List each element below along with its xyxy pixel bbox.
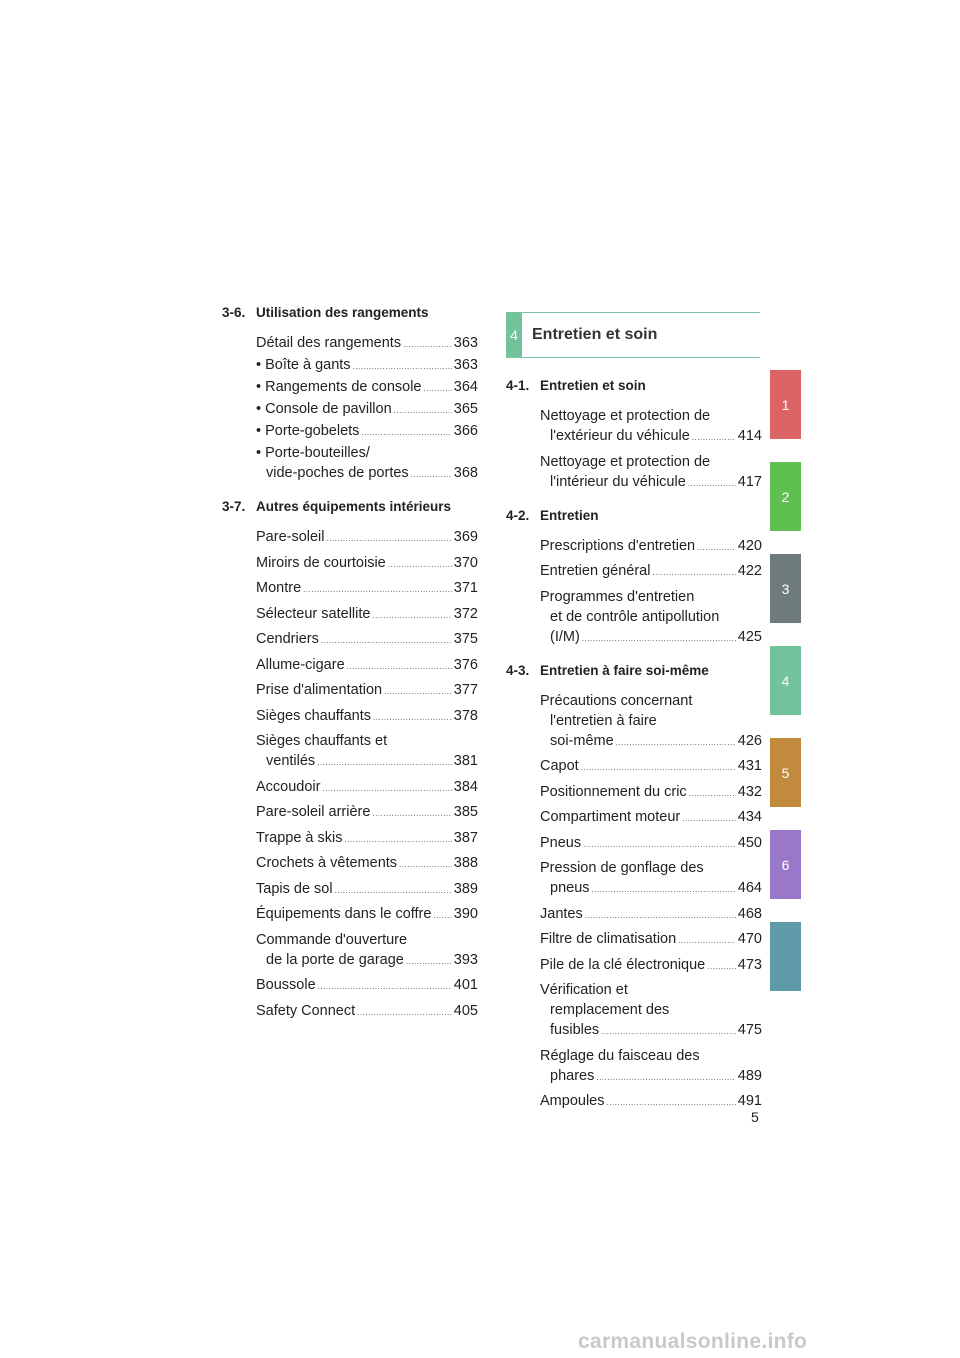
entry-text-line: Détail des rangements	[256, 335, 402, 351]
section-heading	[506, 378, 762, 396]
dot-leader	[399, 855, 452, 875]
entry-page-number: 375	[453, 631, 478, 647]
toc-entry[interactable]	[256, 975, 478, 997]
chapter-tab-2[interactable]: 2	[770, 462, 801, 531]
entry-page-number: 417	[737, 473, 762, 490]
entry-text-line: Montre	[256, 580, 302, 596]
entry-text-line: Sièges chauffants et	[256, 733, 388, 749]
entry-text-line: • Rangements de console	[256, 379, 422, 395]
entry-text-line: Allume-cigare	[256, 656, 345, 673]
dot-leader	[697, 538, 736, 558]
toc-entry[interactable]	[540, 691, 762, 753]
toc-entry[interactable]	[256, 802, 478, 824]
entry-page-number: 401	[453, 977, 478, 993]
chapter-tab-3[interactable]: 3	[770, 554, 801, 623]
chapter-tabs	[770, 370, 801, 1014]
toc-entry[interactable]	[256, 853, 478, 875]
entry-text-line: Boussole	[256, 977, 316, 993]
entry-text-line: Prescriptions d'entretien	[540, 537, 696, 554]
entry-page-number: 491	[737, 1093, 762, 1109]
entry-text-line: • Boîte à gants	[256, 357, 351, 373]
entry-text-line: Accoudoir	[256, 778, 321, 795]
chapter-number: 4	[506, 313, 522, 357]
toc-entry[interactable]	[256, 377, 478, 399]
toc-entry[interactable]	[540, 807, 762, 829]
entry-page-number: 389	[453, 880, 478, 897]
entry-text-line: Équipements dans le coffre	[256, 906, 432, 922]
entry-text-line: • Porte-gobelets	[256, 423, 360, 439]
section-title: Entretien à faire soi-même	[540, 662, 709, 678]
toc-section	[222, 499, 478, 1023]
toc-entry[interactable]	[256, 930, 478, 972]
entry-text-line: l'intérieur du véhicule	[550, 473, 686, 490]
toc-entry[interactable]	[256, 421, 478, 443]
toc-entry[interactable]	[256, 731, 478, 773]
entry-text-line: (I/M)	[550, 628, 580, 645]
dot-leader	[322, 779, 451, 799]
dot-leader	[592, 880, 736, 900]
toc-entry[interactable]	[256, 629, 478, 651]
entry-page-number: 370	[453, 554, 478, 571]
section-number: 4-1.	[506, 378, 530, 393]
dot-leader	[357, 1003, 452, 1023]
dot-leader	[372, 804, 451, 824]
entry-page-number: 385	[453, 804, 478, 820]
watermark: carmanualsonline.info	[578, 1330, 808, 1353]
entry-text-line: Safety Connect	[256, 1002, 356, 1019]
dot-leader	[585, 906, 736, 926]
dot-leader	[335, 881, 452, 901]
dot-leader	[581, 758, 736, 778]
entry-text-line: Capot	[540, 758, 579, 774]
section-number: 4-3.	[506, 662, 530, 678]
entry-text-line: Crochets à vêtements	[256, 855, 398, 871]
dot-leader	[678, 931, 736, 951]
entry-page-number: 393	[453, 951, 478, 968]
dot-leader	[596, 1068, 735, 1088]
toc-entry[interactable]	[540, 406, 762, 448]
dot-leader	[303, 580, 452, 600]
entry-text-line: l'extérieur du véhicule	[550, 428, 690, 444]
entry-text-line: Prise d'alimentation	[256, 682, 383, 698]
toc-entry[interactable]	[540, 1091, 762, 1113]
dot-leader	[652, 563, 735, 583]
entry-text-line: Sélecteur satellite	[256, 605, 371, 622]
entry-text-line: Tapis de sol	[256, 880, 333, 897]
entry-text-line: Sièges chauffants	[256, 707, 372, 724]
dot-leader	[692, 428, 736, 448]
dot-leader	[394, 401, 452, 421]
toc-entry[interactable]	[256, 527, 478, 549]
section-title: Entretien et soin	[540, 378, 646, 393]
dot-leader	[616, 733, 736, 753]
entry-page-number: 368	[453, 465, 478, 481]
entry-page-number: 387	[453, 829, 478, 846]
entry-text-line: Pneus	[540, 834, 582, 851]
toc-section	[222, 305, 478, 485]
toc-section	[506, 508, 762, 649]
entry-text-line: Vérification et	[540, 982, 628, 998]
toc-entry[interactable]	[540, 833, 762, 855]
entry-text-line: Réglage du faisceau des	[540, 1047, 700, 1064]
toc-entry[interactable]	[256, 879, 478, 901]
dot-leader	[321, 631, 452, 651]
dot-leader	[347, 657, 452, 677]
dot-leader	[688, 474, 736, 494]
dot-leader	[318, 977, 452, 997]
toc-entry[interactable]	[256, 777, 478, 799]
toc-right-column	[506, 378, 762, 1127]
entry-text-line: remplacement des	[550, 1002, 670, 1018]
entry-page-number: 372	[453, 605, 478, 622]
entry-page-number: 371	[453, 580, 478, 596]
entry-page-number: 405	[453, 1002, 478, 1019]
section-heading	[506, 663, 762, 681]
toc-left-column	[222, 305, 478, 1037]
dot-leader	[411, 465, 452, 485]
entry-text-line: Jantes	[540, 905, 583, 922]
entry-text-line: Filtre de climatisation	[540, 931, 677, 947]
toc-entry[interactable]	[256, 443, 478, 485]
toc-entry[interactable]	[540, 452, 762, 494]
toc-entry[interactable]	[256, 578, 478, 600]
entry-text-line: ventilés	[266, 753, 316, 769]
toc-entry[interactable]	[256, 655, 478, 677]
chapter-tab-6[interactable]: 6	[770, 830, 801, 899]
entry-page-number: 363	[453, 335, 478, 351]
entry-text-line: Ampoules	[540, 1093, 605, 1109]
entry-page-number: 390	[453, 906, 478, 922]
toc-section	[506, 663, 762, 1114]
toc-entry[interactable]	[540, 587, 762, 649]
dot-leader	[606, 1093, 735, 1113]
entry-page-number: 384	[453, 778, 478, 795]
entry-text-line: Nettoyage et protection de	[540, 408, 711, 424]
toc-entry[interactable]	[256, 706, 478, 728]
dot-leader	[373, 708, 452, 728]
entry-text-line: Pile de la clé électronique	[540, 956, 706, 973]
entry-text-line: et de contrôle antipollution	[550, 608, 720, 625]
entry-page-number: 363	[453, 357, 478, 373]
chapter-tab-index[interactable]	[770, 922, 801, 991]
chapter-tab-5[interactable]: 5	[770, 738, 801, 807]
dot-leader	[682, 809, 736, 829]
entry-page-number: 473	[737, 956, 762, 973]
section-title: Entretien	[540, 507, 599, 523]
dot-leader	[583, 835, 736, 855]
entry-text-line: Précautions concernant	[540, 692, 693, 709]
entry-text-line: Programmes d'entretien	[540, 588, 695, 605]
toc-entry[interactable]	[256, 553, 478, 575]
entry-text-line: l'entretien à faire	[550, 712, 657, 729]
dot-leader	[707, 957, 736, 977]
entry-page-number: 434	[737, 809, 762, 825]
entry-text-line: • Console de pavillon	[256, 401, 392, 417]
entry-text-line: Pare-soleil	[256, 529, 325, 545]
chapter-header	[506, 312, 760, 358]
dot-leader	[372, 606, 451, 626]
entry-text-line: Compartiment moteur	[540, 809, 681, 825]
toc-entry[interactable]	[540, 904, 762, 926]
dot-leader	[317, 753, 452, 773]
dot-leader	[406, 952, 452, 972]
toc-entry[interactable]	[256, 1001, 478, 1023]
entry-page-number: 420	[737, 537, 762, 554]
dot-leader	[582, 629, 736, 649]
entry-text-line: Cendriers	[256, 631, 319, 647]
toc-entry[interactable]	[540, 955, 762, 977]
dot-leader	[388, 555, 452, 575]
entry-page-number: 376	[453, 656, 478, 673]
toc-entry[interactable]	[540, 1046, 762, 1088]
toc-entry[interactable]	[256, 828, 478, 850]
toc-entry[interactable]	[256, 680, 478, 702]
entry-page-number: 475	[737, 1022, 762, 1038]
entry-page-number: 381	[453, 753, 478, 769]
entry-page-number: 432	[737, 783, 762, 800]
entry-text-line: Pression de gonflage des	[540, 860, 704, 876]
entry-page-number: 489	[737, 1067, 762, 1084]
section-heading	[222, 499, 478, 517]
toc-entry[interactable]	[540, 756, 762, 778]
dot-leader	[353, 357, 452, 377]
section-number: 3-7.	[222, 499, 246, 514]
entry-text-line: soi-même	[550, 732, 614, 749]
page-number: 5	[751, 1109, 759, 1125]
entry-text-line: phares	[550, 1067, 595, 1084]
entry-page-number: 414	[737, 428, 762, 444]
dot-leader	[689, 784, 736, 804]
toc-section	[506, 378, 762, 494]
toc-entry[interactable]	[540, 782, 762, 804]
section-title: Utilisation des rangements	[256, 305, 429, 320]
entry-page-number: 450	[737, 834, 762, 851]
entry-text-line: pneus	[550, 880, 590, 896]
toc-entry[interactable]	[540, 980, 762, 1042]
entry-page-number: 425	[737, 628, 762, 645]
toc-entry[interactable]	[256, 355, 478, 377]
entry-page-number: 366	[453, 423, 478, 439]
section-number: 4-2.	[506, 507, 530, 523]
toc-entry[interactable]	[256, 904, 478, 926]
entry-text-line: Positionnement du cric	[540, 783, 687, 800]
toc-entry[interactable]	[256, 333, 478, 355]
entry-page-number: 365	[453, 401, 478, 417]
toc-entry[interactable]	[256, 604, 478, 626]
dot-leader	[345, 830, 452, 850]
dot-leader	[361, 423, 451, 443]
toc-entry[interactable]	[256, 399, 478, 421]
dot-leader	[601, 1022, 736, 1042]
entry-text-line: Miroirs de courtoisie	[256, 554, 386, 571]
entry-text-line: Commande d'ouverture	[256, 931, 408, 948]
chapter-title: Entretien et soin	[532, 326, 658, 343]
entry-page-number: 364	[453, 379, 478, 395]
entry-page-number: 464	[737, 880, 762, 896]
entry-page-number: 470	[737, 931, 762, 947]
toc-entry[interactable]	[540, 858, 762, 900]
section-heading	[222, 305, 478, 323]
entry-text-line: Pare-soleil arrière	[256, 804, 371, 820]
entry-page-number: 388	[453, 855, 478, 871]
entry-text-line: Entretien général	[540, 563, 651, 579]
entry-text-line: de la porte de garage	[266, 951, 404, 968]
entry-page-number: 369	[453, 529, 478, 545]
entry-page-number: 431	[737, 758, 762, 774]
entry-text-line: vide-poches de portes	[266, 465, 409, 481]
section-heading	[506, 508, 762, 526]
entry-page-number: 377	[453, 682, 478, 698]
entry-text-line: • Porte-bouteilles/	[256, 445, 370, 461]
dot-leader	[327, 529, 452, 549]
entry-page-number: 468	[737, 905, 762, 922]
entry-text-line: Nettoyage et protection de	[540, 453, 711, 470]
chapter-tab-4[interactable]: 4	[770, 646, 801, 715]
toc-entry[interactable]	[540, 536, 762, 558]
dot-leader	[384, 682, 452, 702]
entry-text-line: fusibles	[550, 1022, 600, 1038]
dot-leader	[403, 335, 452, 355]
dot-leader	[433, 906, 451, 926]
section-number: 3-6.	[222, 305, 246, 320]
section-title: Autres équipements intérieurs	[256, 499, 452, 514]
toc-entry[interactable]	[540, 929, 762, 951]
entry-page-number: 378	[453, 707, 478, 724]
chapter-tab-1[interactable]: 1	[770, 370, 801, 439]
entry-page-number: 426	[737, 732, 762, 749]
dot-leader	[423, 379, 451, 399]
entry-page-number: 422	[737, 563, 762, 579]
toc-entry[interactable]	[540, 561, 762, 583]
entry-text-line: Trappe à skis	[256, 829, 343, 846]
